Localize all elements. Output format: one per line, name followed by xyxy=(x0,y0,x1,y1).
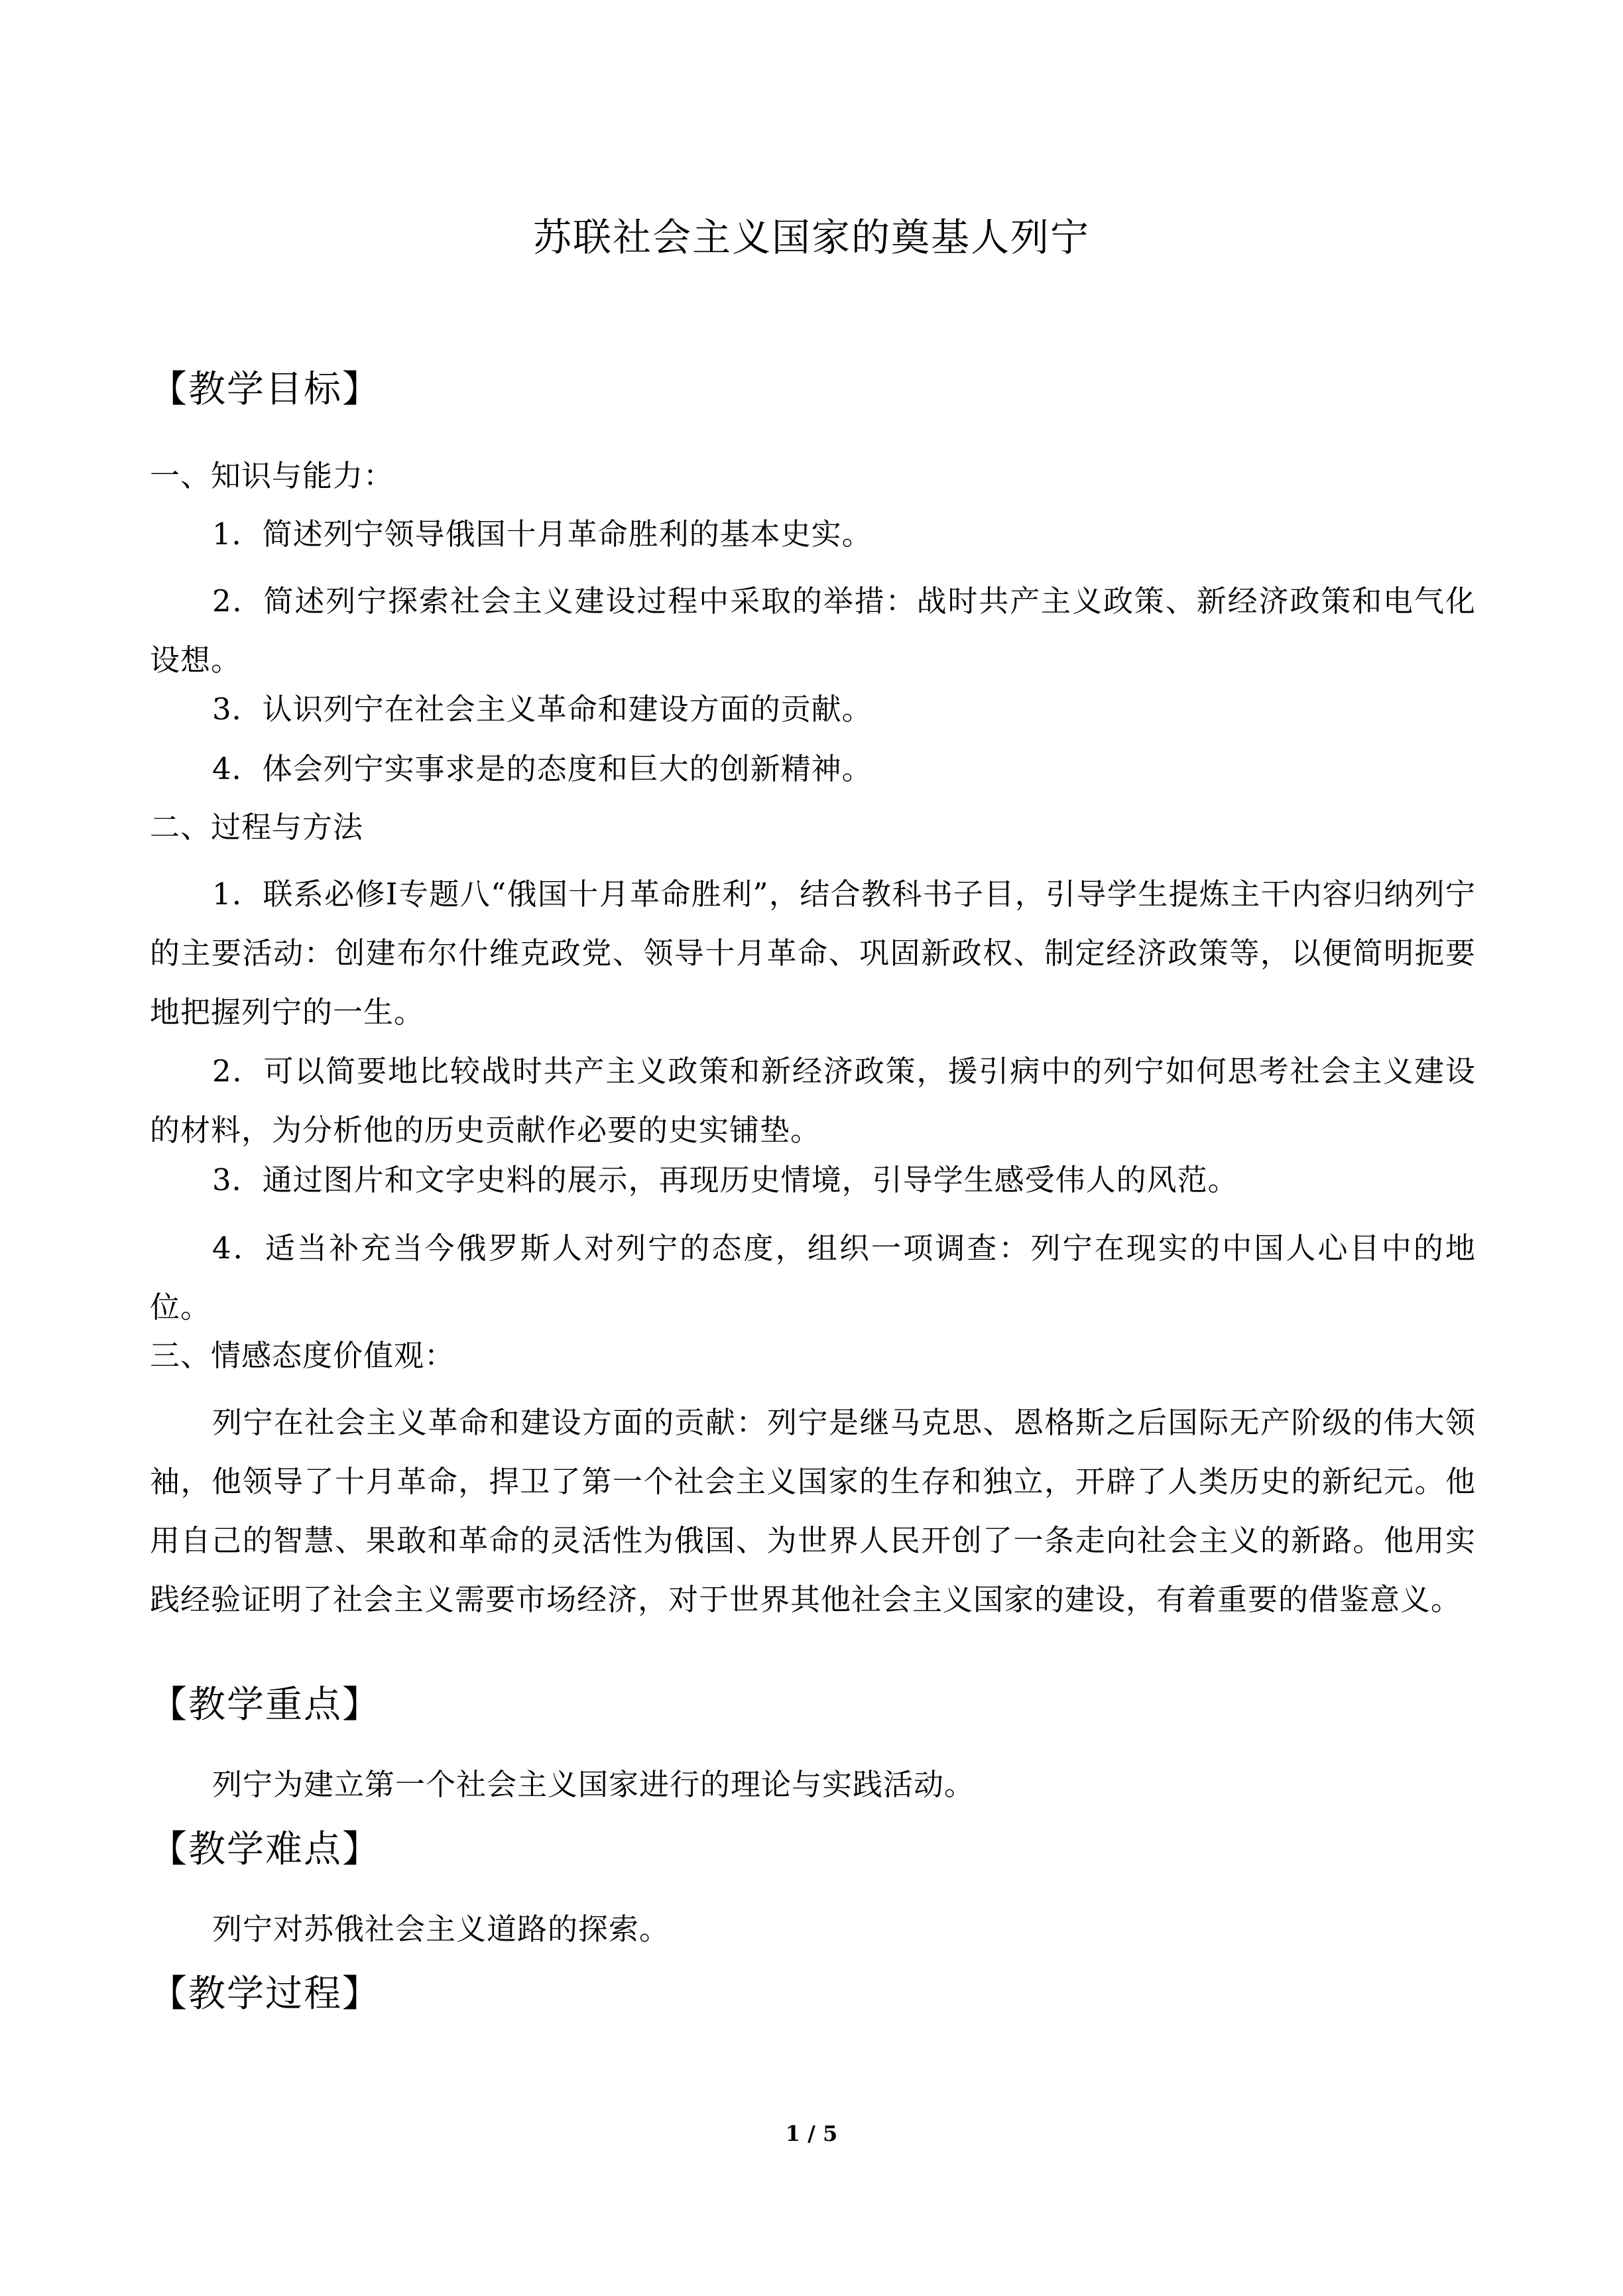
subheading-knowledge: 一、知识与能力： xyxy=(150,458,394,493)
knowledge-item-2: 2．简述列宁探索社会主义建设过程中采取的举措：战时共产主义政策、新经济政策和电气化设想。 xyxy=(150,583,1476,678)
subheading-process: 二、过程与方法 xyxy=(150,810,364,845)
process-item-4: 4．适当补充当今俄罗斯人对列宁的态度，组织一项调查：列宁在现实的中国人心目中的地位。 xyxy=(150,1231,1476,1325)
heading-key-point: 【教学重点】 xyxy=(150,1683,381,1726)
key-point-text: 列宁为建立第一个社会主义国家进行的理论与实践活动。 xyxy=(212,1767,975,1802)
process-item-3: 3．通过图片和文字史料的展示，再现历史情境，引导学生感受伟人的风范。 xyxy=(212,1162,1238,1197)
knowledge-item-4: 4．体会列宁实事求是的态度和巨大的创新精神。 xyxy=(212,751,872,786)
process-item-2: 2．可以简要地比较战时共产主义政策和新经济政策，援引病中的列宁如何思考社会主义建设的材料，为分析他的历史贡献作必要的史实铺垫。 xyxy=(150,1054,1476,1148)
emotion-paragraph: 列宁在社会主义革命和建设方面的贡献：列宁是继马克思、恩格斯之后国际无产阶级的伟大领袖，他领导了十月革命，捍卫了第一个社会主义国家的生存和独立，开辟了人类历史的新纪元。他用自己的智慧、果敢和革命的灵活性为俄国、为世界人民开创了一条走向社会主义的新路。他用实践经验证明了社会主义需要市场经济，对于世界其他社会主义国家的建设，有着重要的借鉴意义。 xyxy=(150,1405,1476,1617)
knowledge-item-3: 3．认识列宁在社会主义革命和建设方面的贡献。 xyxy=(212,692,872,727)
document-title: 苏联社会主义国家的奠基人列宁 xyxy=(532,215,1090,260)
heading-difficulty: 【教学难点】 xyxy=(150,1828,381,1871)
heading-objectives: 【教学目标】 xyxy=(150,368,381,411)
page-number: 1 / 5 xyxy=(785,2121,838,2146)
knowledge-item-1: 1．简述列宁领导俄国十月革命胜利的基本史实。 xyxy=(212,516,872,552)
heading-teaching-process: 【教学过程】 xyxy=(150,1972,381,2016)
difficulty-text: 列宁对苏俄社会主义道路的探索。 xyxy=(212,1911,670,1947)
process-item-1: 1．联系必修Ⅰ专题八“俄国十月革命胜利”，结合教科书子目，引导学生提炼主干内容归纳列宁的主要活动：创建布尔什维克政党、领导十月革命、巩固新政权、制定经济政策等，以便简明扼要地把握列宁的一生。 xyxy=(150,876,1476,1030)
subheading-emotion: 三、情感态度价值观： xyxy=(150,1338,455,1373)
